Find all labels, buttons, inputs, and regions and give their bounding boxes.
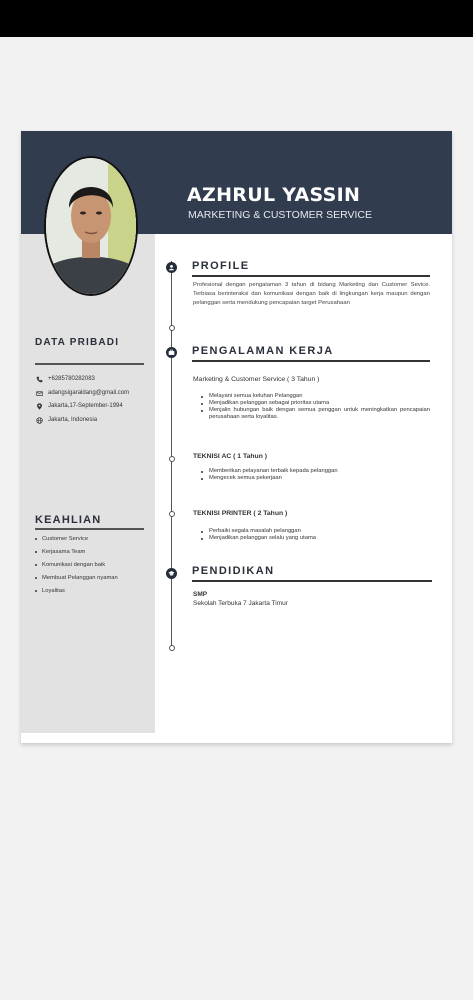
sidebar xyxy=(21,234,155,733)
profile-text: Profesional dengan pengalaman 3 tahun di bidang Marketing dan Customer Sevice. Terbiasa berinteraksi dan komunikasi dengan baik di lingkungan kerja maupun dengan pelanggan serta mendukung pencapaian target Perusahaan xyxy=(193,282,430,306)
job-bullets xyxy=(201,393,430,421)
candidate-name: AZHRUL YASSIN xyxy=(187,184,361,206)
skills-list xyxy=(35,536,150,601)
briefcase-icon xyxy=(168,349,175,356)
timeline-dot xyxy=(169,645,175,651)
job-bullets xyxy=(201,528,430,542)
status-bar xyxy=(0,0,473,37)
job-bullet: Menjadikan pelanggan selalu yang utama xyxy=(201,535,430,542)
skill-item: Kerjasama Team xyxy=(35,549,150,555)
skill-item: Customer Service xyxy=(35,536,150,542)
timeline-node-profile xyxy=(166,262,177,273)
skills-divider xyxy=(35,528,144,530)
globe-icon xyxy=(35,417,44,424)
skills-title: KEAHLIAN xyxy=(35,514,102,526)
skill-item: Loyalitas xyxy=(35,588,150,594)
location-pin-icon xyxy=(35,403,44,410)
experience-divider xyxy=(192,360,430,362)
resume-document xyxy=(21,131,452,743)
contact-email xyxy=(35,390,145,398)
education-level: SMP xyxy=(193,591,208,598)
phone-icon xyxy=(35,376,44,383)
job-bullet: Mengecek semua pekerjaan xyxy=(201,475,430,482)
job-bullet: Melayani semua keluhan Pelanggan xyxy=(201,393,430,400)
personal-data-title: DATA PRIBADI xyxy=(35,337,120,348)
timeline-dot xyxy=(169,456,175,462)
job-bullet: Memberikan pelayanan terbaik kepada pelanggan xyxy=(201,468,430,475)
contact-text: Jakarta, Indonesia xyxy=(48,416,98,423)
education-title: PENDIDIKAN xyxy=(192,565,275,577)
candidate-role: MARKETING & CUSTOMER SERVICE xyxy=(188,209,372,221)
job-bullet: Menjadikan pelanggan sebagai prioritas utama xyxy=(201,400,430,407)
skill-item: Membuat Pelanggan nyaman xyxy=(35,575,150,581)
contact-phone xyxy=(35,376,145,384)
job-bullet: Menjalin hubungan baik dengan semua penggan untuk meningkatkan pencapaian perusahaan serta loyalitas. xyxy=(201,407,430,421)
profile-photo xyxy=(44,156,138,296)
contact-text: +6285780282083 xyxy=(48,376,95,382)
contact-location xyxy=(35,417,145,425)
graduation-cap-icon xyxy=(168,570,175,577)
timeline-node-education xyxy=(166,568,177,579)
email-icon xyxy=(35,390,44,397)
profile-title: PROFILE xyxy=(192,260,250,272)
timeline-node-experience xyxy=(166,347,177,358)
education-divider xyxy=(192,580,432,582)
contact-list xyxy=(35,376,145,430)
timeline-dot xyxy=(169,325,175,331)
skill-item: Komunikasi dengan baik xyxy=(35,562,150,568)
education-school: Sekolah Terbuka 7 Jakarta Timur xyxy=(193,600,288,607)
profile-divider xyxy=(192,275,430,277)
contact-birth xyxy=(35,403,145,411)
user-icon xyxy=(168,264,175,271)
job-bullet: Perbaiki segala masalah pelanggan xyxy=(201,528,430,535)
personal-data-divider xyxy=(35,363,144,365)
job-bullets xyxy=(201,468,430,482)
job-title: TEKNISI AC ( 1 Tahun ) xyxy=(193,453,268,460)
job-title: TEKNISI PRINTER ( 2 Tahun ) xyxy=(193,510,288,517)
contact-text: adangsigaraldang@gmail.com xyxy=(48,389,130,396)
job-title: Marketing & Customer Service ( 3 Tahun ) xyxy=(193,376,320,383)
contact-text: Jakarta,17-September-1994 xyxy=(48,403,123,409)
experience-title: PENGALAMAN KERJA xyxy=(192,345,334,357)
timeline-dot xyxy=(169,511,175,517)
